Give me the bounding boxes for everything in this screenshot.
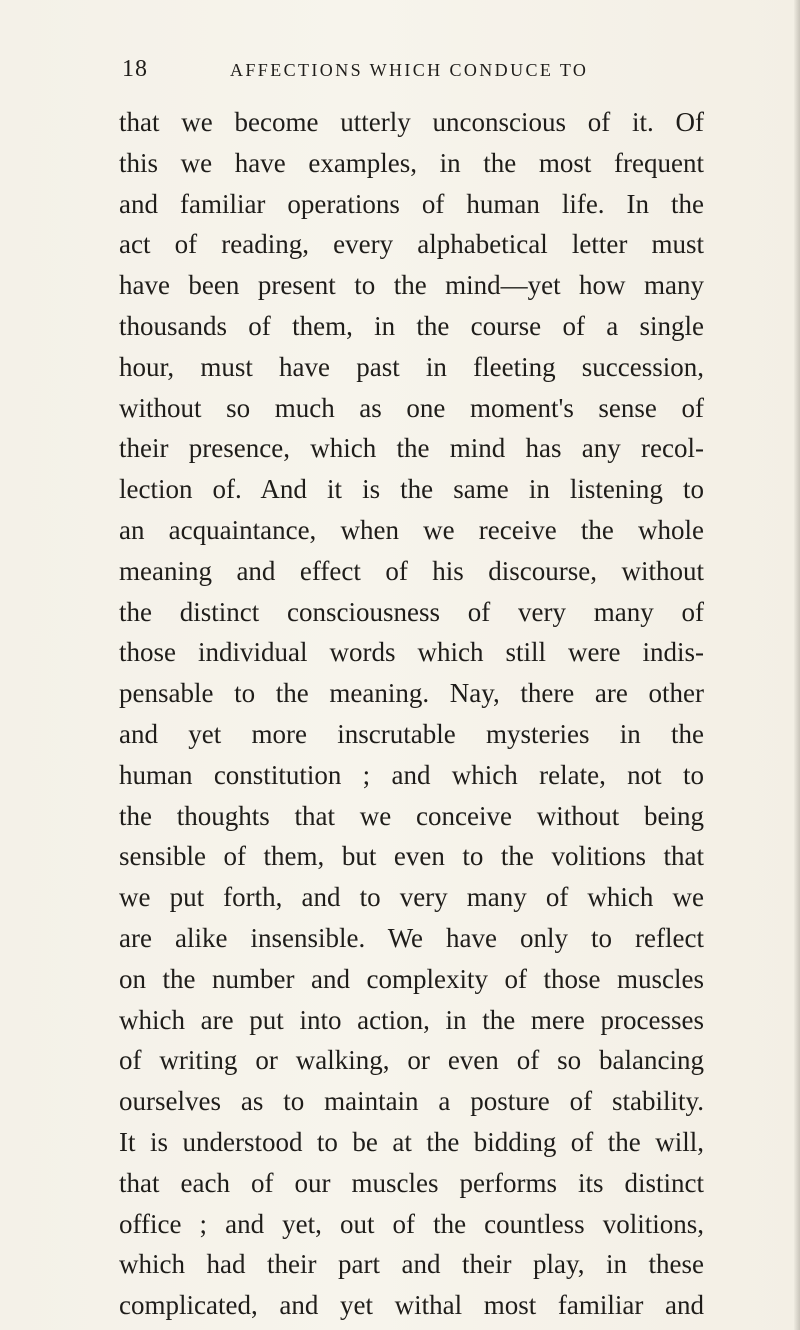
text-line: It is understood to be at the bidding of the will, <box>119 1126 704 1157</box>
text-line: thousands of them, in the course of a single <box>119 310 704 341</box>
text-line: office ; and yet, out of the countless volitions, <box>119 1208 704 1239</box>
page-edge <box>794 0 800 1330</box>
text-line: which had their part and their play, in these <box>119 1249 704 1280</box>
text-line: lection of. And it is the same in listening to <box>119 474 704 505</box>
text-line: and yet more inscrutable mysteries in the <box>119 718 704 749</box>
text-line: which are put into action, in the mere processes <box>119 1004 704 1035</box>
text-line: this we have examples, in the most frequent <box>119 147 704 178</box>
text-line: the distinct consciousness of very many of <box>119 596 704 627</box>
text-line: their presence, which the mind has any recol- <box>119 433 704 464</box>
text-line: those individual words which still were indis- <box>119 637 704 668</box>
text-line: complicated, and yet withal most familiar and <box>119 1290 704 1321</box>
text-line: are alike insensible. We have only to reflect <box>119 922 704 953</box>
body-text <box>119 102 704 1326</box>
text-line: pensable to the meaning. Nay, there are other <box>119 678 704 709</box>
text-line: that we become utterly unconscious of it. Of <box>119 107 704 137</box>
text-line: of writing or walking, or even of so balancing <box>119 1045 704 1076</box>
text-line: sensible of them, but even to the volitions that <box>119 841 704 872</box>
text-line: that each of our muscles performs its distinct <box>119 1167 704 1198</box>
text-line: an acquaintance, when we receive the whole <box>119 514 704 545</box>
text-line: the thoughts that we conceive without being <box>119 800 704 831</box>
running-head: AFFECTIONS WHICH CONDUCE TO <box>230 60 589 80</box>
page-number: 18 <box>122 56 148 82</box>
text-line: and familiar operations of human life. In the <box>119 188 704 219</box>
text-line: meaning and effect of his discourse, without <box>119 555 704 586</box>
text-line: we put forth, and to very many of which we <box>119 882 704 913</box>
text-line: have been present to the mind—yet how many <box>119 270 704 301</box>
text-line: human constitution ; and which relate, not to <box>119 759 704 790</box>
text-line: on the number and complexity of those muscles <box>119 963 704 994</box>
page-header <box>122 56 702 90</box>
text-line: act of reading, every alphabetical letter must <box>119 229 704 260</box>
text-line: without so much as one moment's sense of <box>119 392 704 423</box>
text-line: hour, must have past in fleeting succession, <box>119 351 704 382</box>
text-line: ourselves as to maintain a posture of stability. <box>119 1086 704 1117</box>
